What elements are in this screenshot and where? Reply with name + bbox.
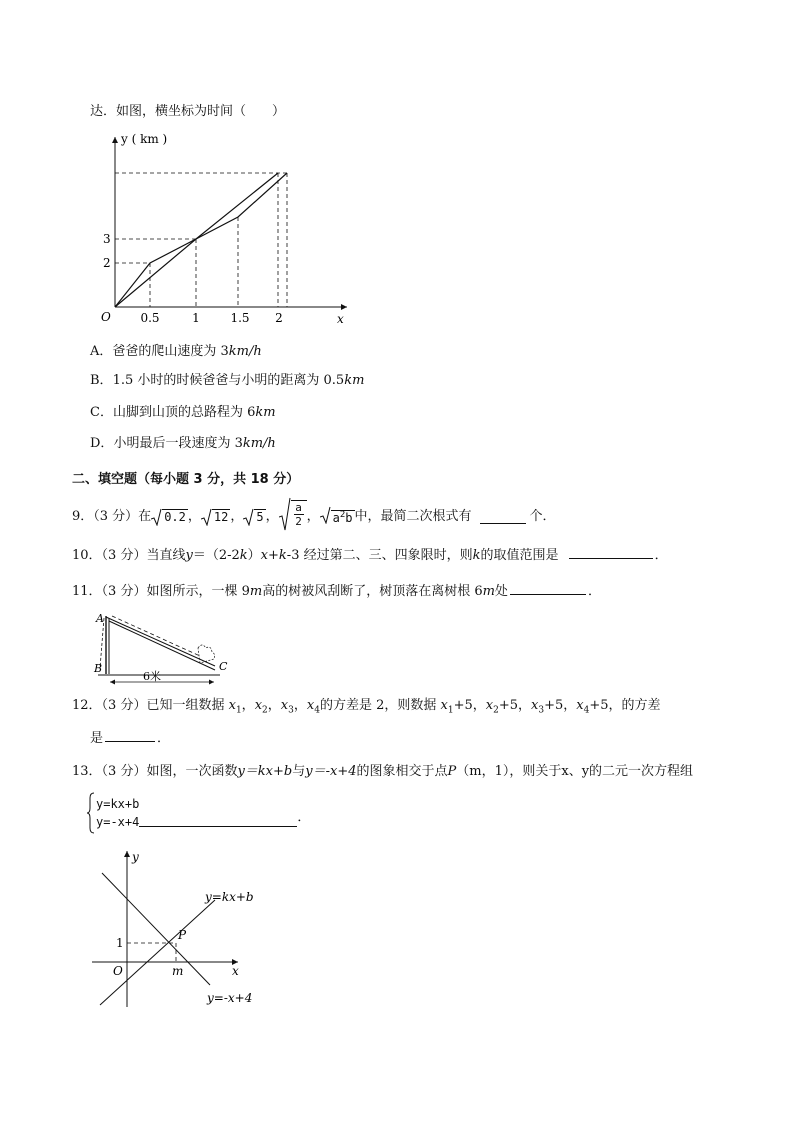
q8-origin: O (101, 310, 111, 324)
q11-answer-blank[interactable] (510, 582, 586, 595)
q13-line-kx-b (100, 900, 215, 1005)
q9-root-5: $a^2b$ (320, 507, 355, 527)
q8-x-tick-1.5: 1.5 (230, 311, 250, 325)
q13-label-line1: y=kx+b (205, 890, 254, 904)
q10-answer-blank[interactable] (569, 546, 653, 559)
q8-y-label: y ( km ) (121, 132, 168, 146)
q13-equation-2: y=-x+4 (96, 815, 140, 829)
q9-root-2: 12 (201, 509, 230, 526)
q8-stem-tail: 达．如图，横坐标为时间（ ） (90, 104, 286, 119)
q8-x-label: x (337, 312, 344, 326)
q9-root-3: 5 (243, 509, 265, 526)
q13-y-label: y (132, 850, 139, 864)
q13-x-label: x (232, 964, 239, 978)
q11: 11．（3 分）如图所示，一棵 9m高的树被风刮断了，树顶落在离树根 6m处 ． (72, 584, 601, 599)
q13-function-graph (90, 845, 265, 1010)
q8-x-tick-1: 1 (192, 311, 200, 325)
q13-tick-1: 1 (116, 936, 124, 950)
q13-brace (86, 792, 96, 834)
q13-point-p: P (178, 928, 187, 942)
q13-equation-1: y=kx+b (96, 797, 140, 811)
q9-root-1: 0.2 (151, 509, 188, 526)
q8-x-tick-0.5: 0.5 (140, 311, 160, 325)
q11-label-c: C (219, 660, 228, 673)
q13-origin: O (113, 964, 123, 978)
q8-option-c: C．山脚到山顶的总路程为 6km (90, 405, 276, 420)
q8-y-tick-2: 2 (103, 256, 111, 270)
q8-y-tick-3: 3 (103, 232, 111, 246)
section2-title: 二、填空题（每小题 3 分，共 18 分） (72, 472, 300, 487)
q8-option-b: B．1.5 小时的时候爸爸与小明的距离为 0.5km (90, 373, 365, 388)
q13-label-line2: y=-x+4 (207, 991, 253, 1005)
q9-root-4: a 2 (279, 497, 307, 531)
q8-option-a: A．爸爸的爬山速度为 3km/h (90, 344, 262, 359)
q9: 9．（3 分）在 0.2 ， 12 ， 5 ， a 2 ， $a^2b$ 中，最简二次根式有 个． (72, 503, 556, 531)
q9-answer-blank[interactable] (480, 511, 526, 524)
q8-x-tick-2: 2 (275, 311, 283, 325)
q11-tree-figure (90, 608, 240, 688)
q13-tick-m: m (172, 964, 184, 978)
q13-stem: 13．（3 分）如图，一次函数y＝kx+b与y＝-x+4的图象相交于点P（m，1），则关于x、y的二元一次方程组 (72, 764, 694, 779)
q11-label-b: B (94, 662, 103, 675)
q8-line-son (115, 173, 287, 307)
q13-answer-blank[interactable] (139, 814, 297, 827)
q12-answer-blank[interactable] (105, 729, 155, 742)
q8-distance-time-graph (85, 125, 360, 330)
q11-label-a: A (96, 612, 104, 625)
q8-option-d: D．小明最后一段速度为 3km/h (90, 436, 276, 451)
q10: 10．（3 分）当直线y＝（2-2k）x+k-3 经过第二、三、四象限时，则k的取值范围是 ． (72, 548, 668, 563)
q8-dashed-guides (115, 173, 287, 307)
q13-system: y=kx+b y=-x+4 ． (86, 792, 310, 834)
q12-line1: 12．（3 分）已知一组数据 $x_1$，$x_2$，$x_3$，$x_4$的方差是 2，则数据 $x_1+5$，$x_2+5$，$x_3+5$，$x_4+5$，的方差 (72, 698, 661, 716)
q11-label-dist: 6米 (143, 670, 161, 683)
q12-line2: 是 ． (90, 731, 171, 746)
